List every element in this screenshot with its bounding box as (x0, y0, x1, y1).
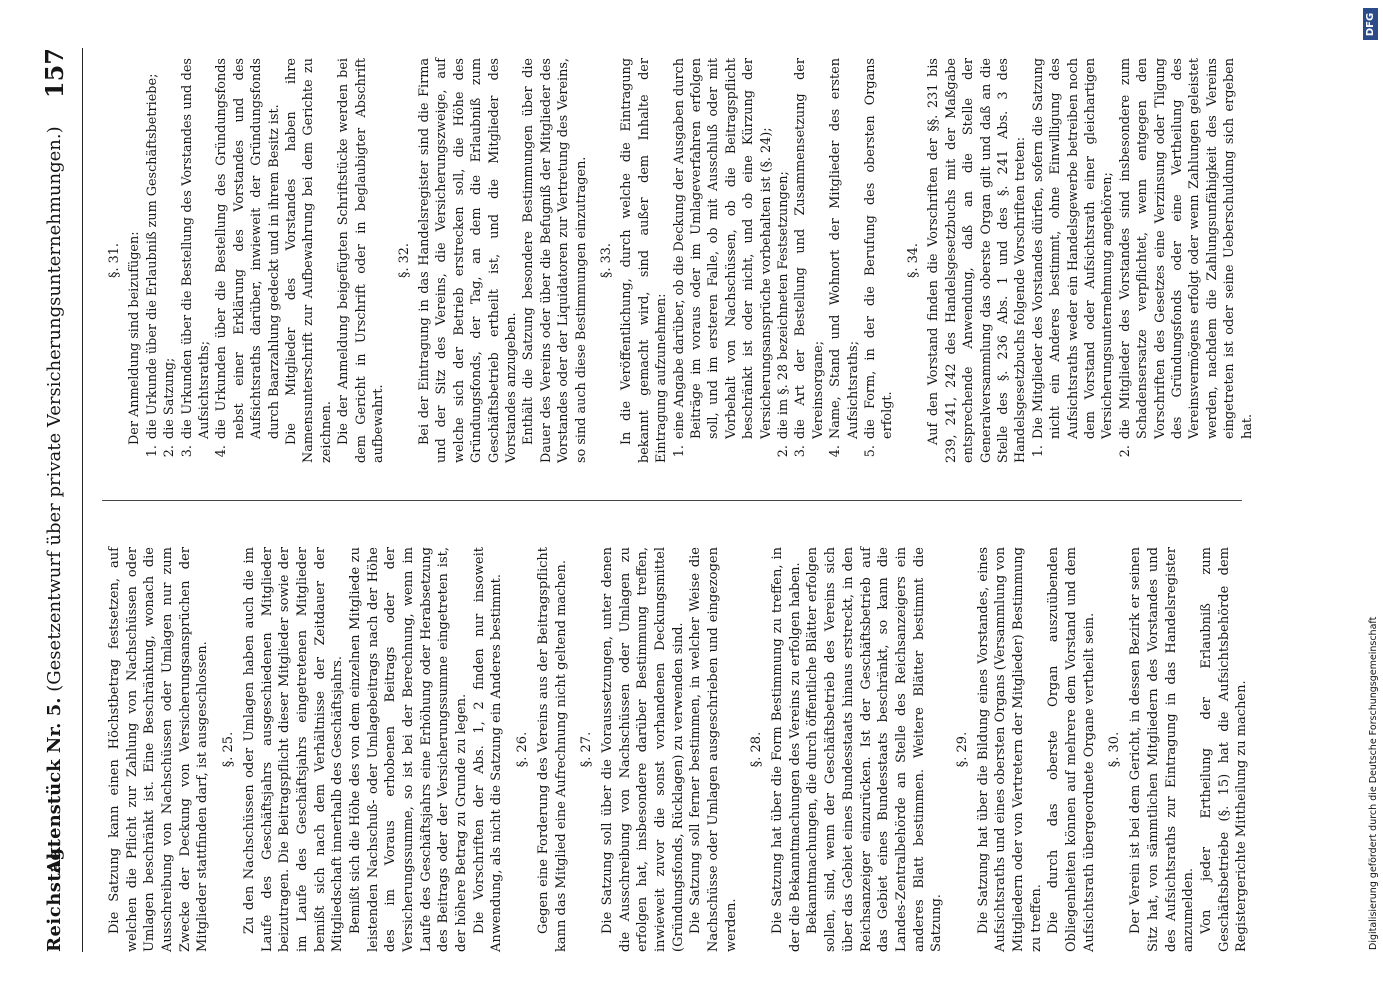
list-item-33-1: 1. eine Angabe darüber, ob die Deckung der Ausgaben durch Beiträge im voraus oder im Umlageverfahren erfolgen soll, und im ersteren Falle, ob mit Ausschluß oder mit Vorbehalt von Nachschüssen, ob die Beitragspflicht beschränkt ist oder nicht, und ob eine Kürzung der Versicherungsansprüche vorbehalten ist (§. 24); (671, 58, 775, 441)
list-31 (144, 58, 283, 463)
header-subject: (Gesetzentwurf über private Versicherungsunternehmungen.) (44, 126, 65, 692)
paragraph-30-1: Der Verein ist bei dem Gericht, in dessen Bezirk er seinen Sitz hat, von sämmtlichen Mitgliedern des Vorstandes und des Aufsichtsraths zur Eintragung in das Handelsregister anzumelden. (1128, 547, 1197, 952)
section-heading-34: §. 34. (905, 243, 921, 278)
paragraph-30-2: Von jeder Ertheilung der Erlaubniß zum Geschäftsbetriebe (§. 15) hat die Aufsichtsbehörde dem Registergerichte Mittheilung zu machen. (1198, 547, 1250, 952)
section-heading-33: §. 33. (598, 243, 614, 278)
section-heading-32: §. 32. (396, 243, 412, 278)
header-rule (82, 48, 83, 952)
left-column (106, 547, 1251, 952)
paragraph-31-intro: Der Anmeldung sind beizufügen: (127, 231, 143, 445)
right-column (106, 58, 1256, 463)
paragraph-27-2: Die Satzung soll ferner bestimmen, in welcher Weise die Nachschüsse oder Umlagen ausgeschrieben und eingezogen werden. (688, 547, 739, 952)
dfg-logo (1363, 8, 1378, 40)
page-header (30, 0, 90, 1000)
section-heading-27: §. 27. (579, 731, 595, 768)
paragraph-32-2: Enthält die Satzung besondere Bestimmungen über die Dauer des Vereins oder über die Befugniß der Mitglieder des Vorstandes oder der Liquidatoren zur Vertretung des Vereins, so sind auch diese Bestimmungen einzutragen. (521, 58, 589, 463)
paragraph-31-2: Die Mitglieder des Vorstandes haben ihre Namensunterschrift zur Aufbewahrung bei dem Gerichte zu zeichnen. (284, 58, 334, 463)
paragraph-34-1: Auf den Vorstand finden die Vorschriften der §§. 231 bis 239, 241, 242 des Handelsgesetzbuchs mit der Maßgabe entsprechende Anwendung, daß an die Stelle der Generalversammlung das oberste Organ gilt und daß an die Stelle des §. 236 Abs. 1 und des §. 241 Abs. 3 des Handelsgesetzbuchs folgende Vorschriften treten: (926, 58, 1029, 463)
header-reichstag: Reichstag. (44, 840, 65, 952)
paragraph-25-1: Zu den Nachschüssen oder Umlagen haben auch die im Laufe des Geschäftsjahrs ausgeschiedenen Mitglieder beizutragen. Die Beitragspflicht dieser Mitglieder sowie der im Laufe des Geschäftsjahrs eingetretenen Mitglieder bemißt sich nach dem Verhältnisse der Zeitdauer der Mitgliedschaft innerhalb des Geschäftsjahrs. (241, 547, 346, 952)
list-item-31-3: 3. die Urkunden über die Bestellung des Vorstandes und des Aufsichtsraths; (179, 58, 214, 441)
list-item-34-1: 1. Die Mitglieder des Vorstandes dürfen, sofern die Satzung nicht ein Anderes bestimmt, ohne Einwilligung des Aufsichtsraths weder ein Handelsgewerbe betreiben noch dem Vorstand oder Aufsichtsrath einer gleichartigen Versicherungsunternehmung angehören; (1030, 58, 1117, 441)
rotated-document-page (30, 0, 1340, 1000)
paragraph-33-intro: In die Veröffentlichung, durch welche die Eintragung bekannt gemacht wird, sind außer dem Inhalte der Eintragung aufzunehmen: (619, 58, 670, 463)
list-33 (671, 58, 897, 463)
section-heading-28: §. 28. (749, 731, 765, 768)
dfg-logo-text: DFG (1365, 12, 1376, 36)
paragraph-25-3: Die Vorschriften der Abs. 1, 2 finden nur insoweit Anwendung, als nicht die Satzung ein Anderes bestimmt. (471, 547, 505, 952)
section-heading-29: §. 29. (954, 731, 970, 768)
list-item-31-1: 1. die Urkunde über die Erlaubniß zum Geschäftsbetriebe; (144, 58, 161, 441)
list-item-33-4: 4. Name, Stand und Wohnort der Mitglieder des ersten Aufsichtsraths; (827, 58, 862, 441)
section-heading-25: §. 25. (221, 731, 237, 768)
paragraph-24-continued: Die Satzung kann einen Höchstbetrag festsetzen, auf welchen die Pflicht zur Zahlung von Nachschüssen oder Umlagen beschränkt ist. Eine Beschränkung, wonach die Ausschreibung von Nachschüssen oder Umlagen nur zum Zwecke der Deckung von Versicherungsansprüchen der Mitglieder stattfinden darf, ist ausgeschlossen. (107, 547, 211, 952)
list-item-31-2: 2. die Satzung; (161, 58, 178, 441)
list-item-33-5: 5. die Form, in der die Berufung des obersten Organs erfolgt. (862, 58, 897, 441)
section-heading-30: §. 30. (1107, 731, 1123, 768)
paragraph-25-2: Bemißt sich die Höhe des von dem einzelnen Mitgliede zu leistenden Nachschuß- oder Umlagebeitrags nach der Höhe des im Voraus erhobenen Beitrags oder der Versicherungssumme, so ist bei der Berechnung, wenn im Laufe des Geschäftsjahrs eine Erhöhung oder Herabsetzung des Beitrags oder der Versicherungssumme eingetreten ist, der höhere Betrag zu Grunde zu legen. (347, 547, 470, 952)
paragraph-27-1: Die Satzung soll über die Voraussetzungen, unter denen die Ausschreibung von Nachschüssen oder Umlagen zu erfolgen hat, insbesondere darüber Bestimmung treffen, inwieweit zuvor die sonst vorhandenen Deckungsmittel (Gründungsfonds, Rücklagen) zu verwenden sind. (599, 547, 686, 952)
header-aktenstueck: Aktenstück Nr. 5. (44, 697, 65, 874)
digitization-credit: Digitalisierung gefördert durch die Deutsche Forschungsgemeinschaft (1368, 616, 1379, 950)
list-34 (1030, 58, 1256, 463)
list-item-33-3: 3. die Art der Bestellung und Zusammensetzung der Vereinsorgane; (792, 58, 827, 441)
header-title (44, 120, 65, 880)
paragraph-31-3: Die der Anmeldung beigefügten Schriftstücke werden bei dem Gericht in Urschrift oder in beglaubigter Abschrift aufbewahrt. (336, 58, 387, 463)
list-item-33-2: 2. die im §. 28 bezeichneten Festsetzungen; (775, 58, 792, 441)
paragraph-29-2: Die durch das oberste Organ auszuübenden Obliegenheiten können auf mehrere dem Vorstand und dem Aufsichtsrath übergeordnete Organe vertheilt sein. (1046, 547, 1097, 952)
paragraph-28-1: Die Satzung hat über die Form Bestimmung zu treffen, in der die Bekanntmachungen des Vereins zu erfolgen haben. (770, 547, 803, 952)
section-heading-26: §. 26. (515, 731, 531, 768)
section-heading-31: §. 31. (107, 243, 122, 278)
column-divider (102, 500, 1242, 501)
paragraph-32-1: Bei der Eintragung in das Handelsregister sind die Firma und der Sitz des Vereins, die Versicherungszweige, auf welche sich der Betrieb erstrecken soll, die Höhe des Gründungsfonds, der Tag, an dem die Erlaubniß zum Geschäftsbetrieb ertheilt ist, und die Mitglieder des Vorstandes anzugeben. (416, 58, 519, 463)
paragraph-26-1: Gegen eine Forderung des Vereins aus der Beitragspflicht kann das Mitglied eine Aufrechnung nicht geltend machen. (535, 547, 569, 952)
list-item-34-2: 2. die Mitglieder des Vorstandes sind insbesondere zum Schadensersatze verpflichtet, wenn entgegen den Vorschriften des Gesetzes eine Verzinsung oder Tilgung des Gründungsfonds oder eine Vertheilung des Vereinsvermögens erfolgt oder wenn Zahlungen geleistet werden, nachdem die Zahlungsunfähigkeit des Vereins eingetreten ist oder seine Ueberschuldung sich ergeben hat. (1117, 58, 1256, 441)
paragraph-29-1: Die Satzung hat über die Bildung eines Vorstandes, eines Aufsichtsraths und eines obersten Organs (Versammlung von Mitgliedern oder von Vertretern der Mitglieder) Bestimmung zu treffen. (975, 547, 1044, 952)
page-number: 157 (40, 48, 69, 99)
list-item-31-4: 4. die Urkunden über die Bestellung des Gründungsfonds nebst einer Erklärung des Vorstandes und des Aufsichtsraths darüber, inwieweit der Gründungsfonds durch Baarzahlung gedeckt und in ihrem Besitz ist. (213, 58, 283, 441)
paragraph-28-2: Bekanntmachungen, die durch öffentliche Blätter erfolgen sollen, sind, wenn der Geschäftsbetrieb des Vereins sich über das Gebiet eines Bundesstaats hinaus erstreckt, in den Reichsanzeiger einzurücken. Ist der Geschäftsbetrieb auf das Gebiet eines Bundesstaats beschränkt, so kann die Landes-Zentralbehörde an Stelle des Reichsanzeigers ein anderes Blatt bestimmen. Weitere Blätter bestimmt die Satzung. (805, 547, 945, 952)
